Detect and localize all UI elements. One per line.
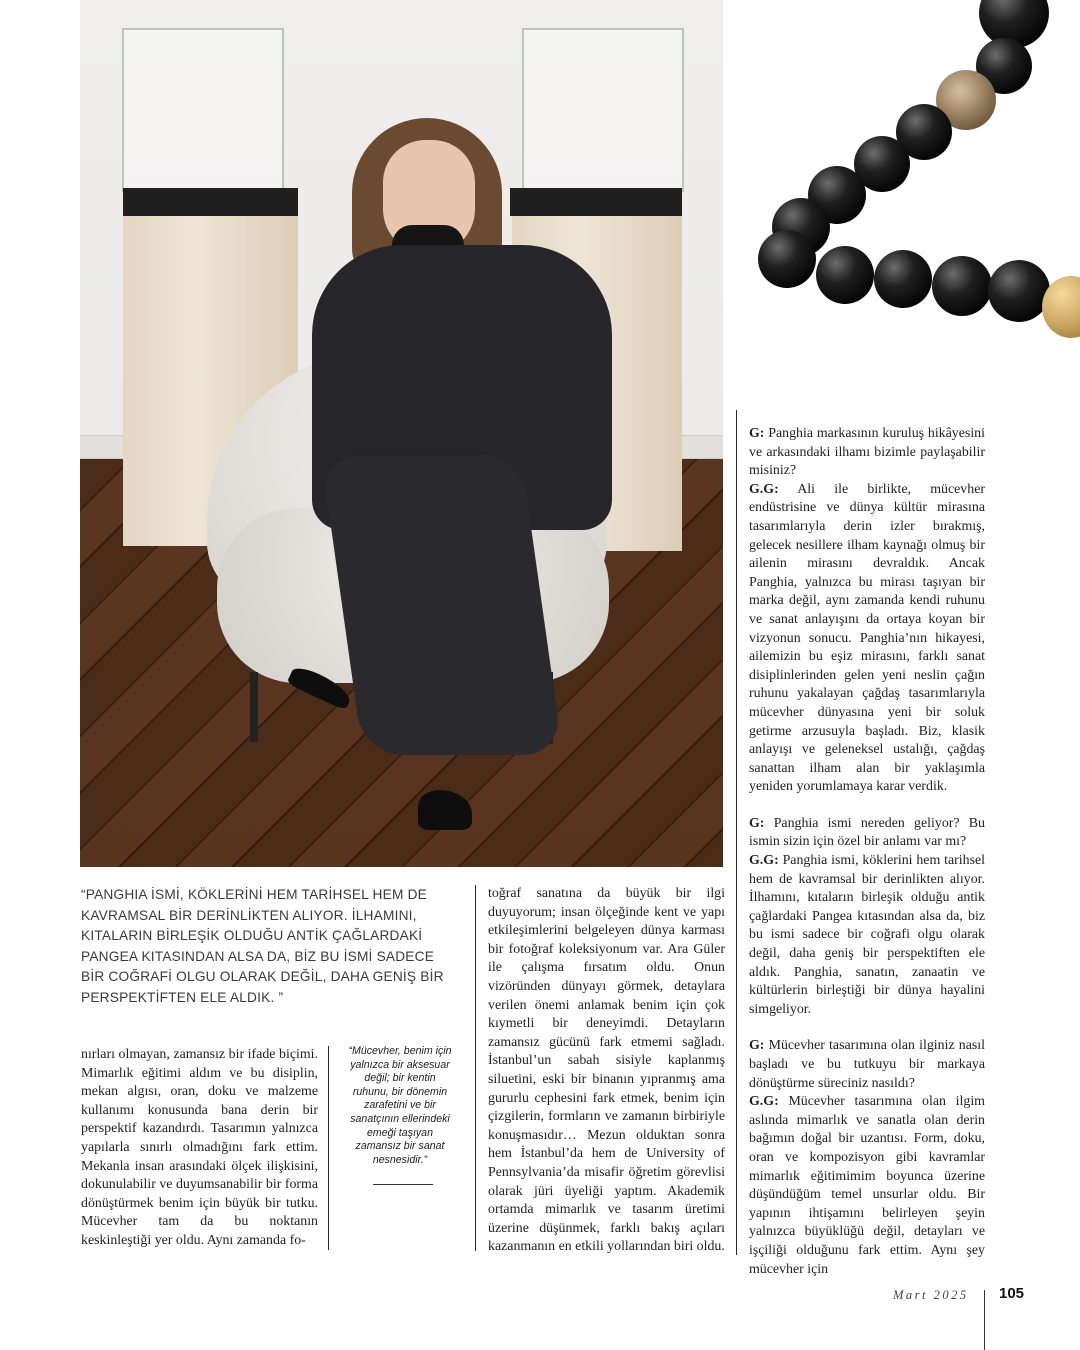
question [749, 815, 985, 852]
question-label: G: [749, 426, 765, 441]
qa-block [749, 425, 985, 797]
answer [749, 852, 985, 1019]
question [749, 1037, 985, 1093]
bead [758, 230, 816, 288]
answer-label: G.G: [749, 481, 779, 497]
glass-case-right [522, 28, 684, 192]
qa-block [749, 815, 985, 1020]
suit-trousers [321, 455, 563, 755]
bead [874, 250, 932, 308]
body-paragraph: toğraf sanatına da büyük bir ilgi duyuyorum; insan ölçeğinde kent ve yapı etkileşimlerini belgeleyen dünya karması bir fotoğraf koleksiyonum var. Ara Güler ile çalışma fırsatım oldu. Onun vizöründen dünyayı görmek, detaylara verilen önemi anlamak benim için çok kıymetli bir deneyimdi. Detayların zamansız gücünü fark etmemi sağladı. İstanbul’un sabah sisiyle kaplanmış siluetini, eski bir binanın yıpranmış ama gururlu cephesini fark etmek, benim için çizgilerin, formların ve zamanın birbiriyle konuşmasıdır… Mezun olduktan sonra hem İstanbul’da hem de University of Pennsylvania’da misafir öğretim görevlisi olarak jüri üyeliği yaptım. Akademik ortamda mimarlık ve tasarım üretimi üzerine düşünmek, farklı bakış açıları kazanmanın en etkili yollarından biri oldu. [488, 886, 725, 1255]
column-rule [736, 410, 737, 1255]
answer-text: Panghia ismi, köklerini hem tarihsel hem de kavramsal bir derinlikten alıyor. İlhamını, kıtaların birleşik olduğu antik çağlardaki Pangea kıtasından alsa da, biz bu ismi sadece bir coğrafi olgu olarak değil, daha geniş bir perspektiften ele aldık. Panghia, sanatın, zanaatin ve kültürlerin birleştiği bir dünya hayalini simgeliyor. [749, 853, 985, 1017]
bead-necklace-photo [736, 0, 1080, 410]
bead [932, 256, 992, 316]
question-label: G: [749, 815, 765, 831]
pull-quote: “Mücevher, benim için yalnızca bir aksesuar değil; bir kentin ruhunu, bir dönemin zarafetini ve bir sanatçının ellerindeki emeği taşıyan zamansız bir sanat nesnesidir.” [348, 1045, 452, 1166]
column-rule [328, 1046, 329, 1250]
answer-text: Ali ile birlikte, mücevher endüstrisine ve dünya kültür mirasına tasarımlarıyla derin izler bırakmış, gelecek nesillere ilham kaynağı olmuş bir ailenin mirasını devraldık. Ancak Panghia, yalnızca bu mirası taşıyan bir marka değil, aynı zamanda kendi ruhunu ve sanat anlayışını da ortaya koyan bir vizyonun sonucu. Panghia’nın hikayesi, ailemizin bu eşiz mirasını, farklı sanat disiplinlerinden gelen yeni neslin çağın ruhunu yakalayan çağdaş tasarımlarıyla mücevher dünyasına yeni bir soluk getirme arzusuyla başladı. Biz, klasik anlayışı ve geleneksel ustalığı, çağdaş sanattan ilham alan bir yaklaşımla yeniden yorumlamaya karar verdik. [749, 481, 985, 795]
question [749, 425, 985, 481]
pull-quote-rule [373, 1184, 433, 1185]
question-text: Panghia markasının kuruluş hikâyesini ve arkasındaki ilhamı bizimle paylaşabilir misiniz? [749, 426, 985, 479]
case-base-right [510, 188, 682, 216]
answer-label: G.G: [749, 853, 779, 869]
question-text: Panghia ismi nereden geliyor? Bu ismin sizin için özel bir anlamı var mı? [749, 815, 985, 850]
interview-column [749, 425, 985, 1297]
column-rule [475, 885, 476, 1251]
page-number: 105 [999, 1285, 1025, 1302]
issue-date: Mart 2025 [893, 1288, 969, 1302]
bead [816, 246, 874, 304]
folio-rule [984, 1290, 985, 1350]
answer-label: G.G: [749, 1094, 779, 1110]
body-column-1 [81, 1046, 318, 1251]
answer [749, 1093, 985, 1279]
glass-case-left [122, 28, 284, 192]
question-text: Mücevher tasarımına olan ilginiz nasıl başladı ve bu tutkuyu bir markaya dönüştürme süreciniz nasıldı? [749, 1038, 985, 1091]
body-paragraph: nırları olmayan, zamansız bir ifade biçimi. Mimarlık eğitimi aldım ve bu disiplin, mekan algısı, oran, doku ve malzeme kullanımı konusunda bana derin bir perspektif kazandırdı. Tasarımın yalnızca yapılarla sınırlı olmadığını fark ettim. Mekanla insan arasındaki ölçek ilişkisini, dokunulabilir ve duyumsanabilir bir forma dönüştürmek benim için büyük bir tutku. Mücevher tam da bu noktanın keskinleştiği yer oldu. Aynı zamanda fo- [81, 1047, 318, 1248]
body-column-2 [488, 885, 725, 1257]
answer-text: Mücevher tasarımına olan ilgim aslında mimarlık ve sanatla olan derin bağımın doğal bir uzantısı. Form, doku, oran ve kompozisyon gibi kavramlar mimarlık eğitimimim boyunca üzerine düşündüğüm temel unsurlar oldu. Bir yapının ihtişamını belirleyen şeyin yalnızca büyüklüğü değil, detayları ve işçiliği olduğunu fark ettim. Aynı şey mücevher için [749, 1094, 985, 1277]
question-label: G: [749, 1038, 765, 1054]
case-base-left [123, 188, 298, 216]
feature-quote: “PANGHIA İSMİ, KÖKLERİNİ HEM TARİHSEL HEM DE KAVRAMSAL BİR DERİNLİKTEN ALIYOR. İLHAMINI, KITALARIN BİRLEŞİK OLDUĞU ANTİK ÇAĞLARDAKİ PANGEA KITASINDAN ALSA DA, BİZ BU İSMİ SADECE BİR COĞRAFİ OLGU OLARAK DEĞİL, DAHA GENİŞ BİR PERSPEKTİFTEN ELE ALDIK. ” [81, 887, 444, 1005]
qa-block [749, 1037, 985, 1279]
chair-leg [250, 672, 258, 742]
portrait-photo [80, 0, 723, 867]
answer [749, 481, 985, 797]
bead [988, 260, 1050, 322]
